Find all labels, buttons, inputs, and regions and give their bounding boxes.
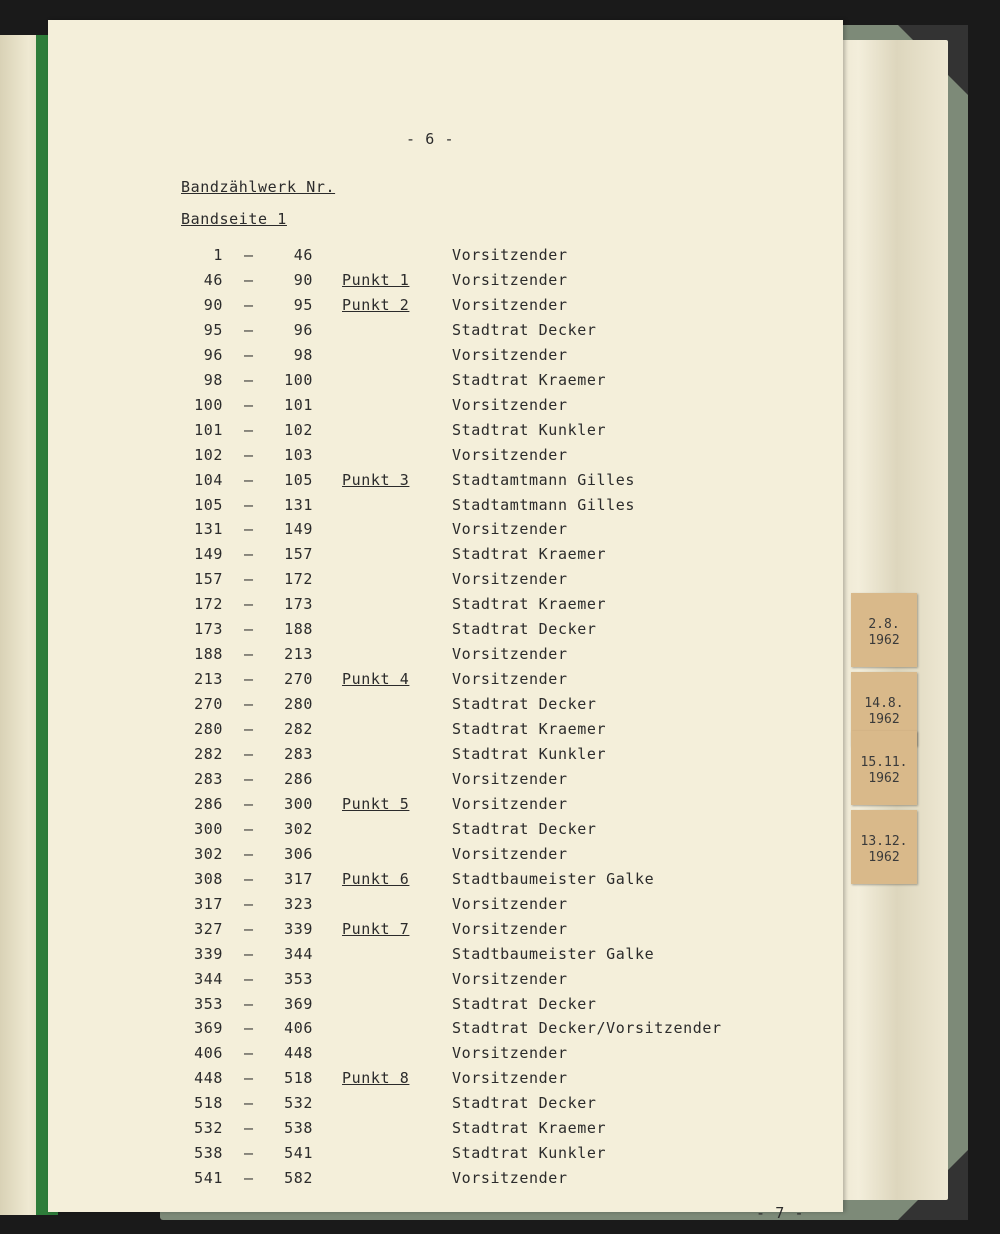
range-dash: – (244, 470, 254, 489)
agenda-item: Punkt 4 (342, 670, 410, 689)
agenda-item: Punkt 8 (342, 1069, 410, 1088)
range-dash: – (244, 894, 254, 913)
list-item (48, 296, 843, 321)
list-item (48, 371, 843, 396)
speaker-name: Stadtamtmann Gilles (452, 495, 635, 514)
list-item (48, 645, 843, 670)
range-dash: – (244, 345, 254, 364)
range-end: 406 (284, 1019, 313, 1038)
range-start: 406 (194, 1044, 223, 1063)
range-start: 339 (194, 944, 223, 963)
range-start: 90 (203, 295, 223, 314)
range-start: 286 (194, 794, 223, 813)
range-start: 96 (203, 345, 223, 364)
range-start: 149 (194, 545, 223, 564)
list-item (48, 895, 843, 920)
range-dash: – (244, 1144, 254, 1163)
range-dash: – (244, 495, 254, 514)
list-item (48, 545, 843, 570)
list-item (48, 271, 843, 296)
range-end: 353 (284, 969, 313, 988)
speaker-name: Vorsitzender (452, 844, 568, 863)
speaker-name: Vorsitzender (452, 345, 568, 364)
range-end: 103 (284, 445, 313, 464)
range-dash: – (244, 720, 254, 739)
speaker-name: Vorsitzender (452, 395, 568, 414)
range-start: 172 (194, 595, 223, 614)
range-dash: – (244, 994, 254, 1013)
range-end: 90 (293, 270, 313, 289)
list-item (48, 321, 843, 346)
range-end: 518 (284, 1069, 313, 1088)
range-dash: – (244, 246, 254, 264)
list-item (48, 670, 843, 695)
speaker-name: Stadtbaumeister Galke (452, 869, 655, 888)
range-start: 369 (194, 1019, 223, 1038)
agenda-item: Punkt 3 (342, 470, 410, 489)
list-item (48, 970, 843, 995)
list-item (48, 346, 843, 371)
range-start: 46 (203, 270, 223, 289)
range-dash: – (244, 595, 254, 614)
range-dash: – (244, 270, 254, 289)
range-end: 172 (284, 570, 313, 589)
range-end: 95 (293, 295, 313, 314)
range-end: 286 (284, 769, 313, 788)
range-dash: – (244, 1019, 254, 1038)
list-item (48, 396, 843, 421)
tab-date-line: 2.8. (868, 617, 900, 632)
range-start: 188 (194, 645, 223, 664)
range-end: 98 (293, 345, 313, 364)
list-item (48, 920, 843, 945)
speaker-name: Vorsitzender (452, 645, 568, 664)
range-end: 306 (284, 844, 313, 863)
range-dash: – (244, 570, 254, 589)
range-dash: – (244, 1169, 254, 1188)
range-end: 213 (284, 645, 313, 664)
range-start: 157 (194, 570, 223, 589)
list-item (48, 870, 843, 895)
speaker-name: Stadtrat Decker (452, 695, 597, 714)
speaker-name: Vorsitzender (452, 295, 568, 314)
range-start: 327 (194, 919, 223, 938)
speaker-name: Stadtbaumeister Galke (452, 944, 655, 963)
range-start: 283 (194, 769, 223, 788)
agenda-item: Punkt 1 (342, 270, 410, 289)
range-dash: – (244, 670, 254, 689)
range-end: 448 (284, 1044, 313, 1063)
speaker-name: Vorsitzender (452, 270, 568, 289)
range-start: 1 (213, 246, 223, 264)
speaker-name: Stadtrat Kraemer (452, 595, 607, 614)
range-end: 538 (284, 1119, 313, 1138)
speaker-name: Stadtrat Decker/Vorsitzender (452, 1019, 722, 1038)
range-start: 213 (194, 670, 223, 689)
range-start: 448 (194, 1069, 223, 1088)
speaker-name: Stadtrat Kraemer (452, 1119, 607, 1138)
speaker-name: Vorsitzender (452, 520, 568, 539)
speaker-name: Stadtrat Kraemer (452, 545, 607, 564)
list-item (48, 1094, 843, 1119)
speaker-name: Vorsitzender (452, 794, 568, 813)
speaker-name: Vorsitzender (452, 769, 568, 788)
range-dash: – (244, 620, 254, 639)
range-end: 46 (293, 246, 313, 264)
speaker-name: Stadtrat Decker (452, 994, 597, 1013)
range-end: 582 (284, 1169, 313, 1188)
range-end: 96 (293, 320, 313, 339)
range-dash: – (244, 1094, 254, 1113)
date-tab[interactable] (851, 731, 917, 805)
range-dash: – (244, 395, 254, 414)
range-end: 270 (284, 670, 313, 689)
range-start: 104 (194, 470, 223, 489)
speaker-name: Stadtrat Decker (452, 320, 597, 339)
range-dash: – (244, 794, 254, 813)
range-end: 302 (284, 819, 313, 838)
range-dash: – (244, 869, 254, 888)
range-start: 308 (194, 869, 223, 888)
range-end: 323 (284, 894, 313, 913)
tab-year-line: 1962 (868, 633, 900, 648)
range-start: 541 (194, 1169, 223, 1188)
list-item (48, 595, 843, 620)
range-end: 105 (284, 470, 313, 489)
range-start: 300 (194, 819, 223, 838)
speaker-name: Vorsitzender (452, 570, 568, 589)
heading-tape-counter: Bandzählwerk Nr. (181, 178, 336, 196)
list-item (48, 1169, 843, 1194)
range-end: 541 (284, 1144, 313, 1163)
speaker-name: Stadtrat Decker (452, 819, 597, 838)
range-dash: – (244, 695, 254, 714)
agenda-item: Punkt 5 (342, 794, 410, 813)
agenda-item: Punkt 2 (342, 295, 410, 314)
range-start: 518 (194, 1094, 223, 1113)
range-dash: – (244, 295, 254, 314)
range-dash: – (244, 645, 254, 664)
range-end: 339 (284, 919, 313, 938)
list-item (48, 446, 843, 471)
range-end: 149 (284, 520, 313, 539)
range-end: 282 (284, 720, 313, 739)
list-item (48, 820, 843, 845)
speaker-name: Stadtrat Decker (452, 1094, 597, 1113)
list-item (48, 1144, 843, 1169)
range-dash: – (244, 520, 254, 539)
heading-tape-side: Bandseite 1 (181, 210, 287, 228)
range-dash: – (244, 545, 254, 564)
speaker-name: Stadtamtmann Gilles (452, 470, 635, 489)
range-end: 283 (284, 745, 313, 763)
list-item (48, 745, 843, 770)
list-item (48, 620, 843, 645)
speaker-name: Stadtrat Kunkler (452, 745, 607, 763)
speaker-name: Stadtrat Kraemer (452, 370, 607, 389)
range-dash: – (244, 420, 254, 439)
range-dash: – (244, 944, 254, 963)
tab-date-line: 13.12. (860, 834, 908, 849)
speaker-name: Stadtrat Kunkler (452, 1144, 607, 1163)
tab-date-line: 15.11. (860, 755, 908, 770)
range-dash: – (244, 1119, 254, 1138)
tab-year-line: 1962 (868, 771, 900, 786)
list-item (48, 945, 843, 970)
range-dash: – (244, 844, 254, 863)
list-item (48, 770, 843, 795)
speaker-name: Vorsitzender (452, 1069, 568, 1088)
speaker-name: Vorsitzender (452, 246, 568, 264)
list-item (48, 995, 843, 1020)
speaker-name: Vorsitzender (452, 445, 568, 464)
range-dash: – (244, 745, 254, 763)
speaker-name: Vorsitzender (452, 1044, 568, 1063)
page-number-bottom: - 7 - (756, 1204, 805, 1222)
list-item (48, 1119, 843, 1144)
tab-year-line: 1962 (868, 712, 900, 727)
list-item (48, 246, 843, 271)
range-start: 538 (194, 1144, 223, 1163)
list-item (48, 496, 843, 521)
range-end: 131 (284, 495, 313, 514)
document-page (48, 20, 843, 1222)
list-item (48, 421, 843, 446)
range-end: 300 (284, 794, 313, 813)
range-dash: – (244, 445, 254, 464)
list-item (48, 695, 843, 720)
speaker-name: Stadtrat Kunkler (452, 420, 607, 439)
range-end: 102 (284, 420, 313, 439)
range-end: 317 (284, 869, 313, 888)
range-start: 344 (194, 969, 223, 988)
range-start: 353 (194, 994, 223, 1013)
range-end: 280 (284, 695, 313, 714)
list-item (48, 1019, 843, 1044)
range-end: 157 (284, 545, 313, 564)
range-start: 302 (194, 844, 223, 863)
list-item (48, 845, 843, 870)
range-start: 105 (194, 495, 223, 514)
range-start: 98 (203, 370, 223, 389)
speaker-name: Vorsitzender (452, 969, 568, 988)
range-end: 369 (284, 994, 313, 1013)
range-start: 173 (194, 620, 223, 639)
date-tab[interactable] (851, 593, 917, 667)
page-number-top: - 6 - (406, 130, 455, 148)
range-end: 100 (284, 370, 313, 389)
range-start: 131 (194, 520, 223, 539)
range-end: 188 (284, 620, 313, 639)
range-dash: – (244, 370, 254, 389)
range-dash: – (244, 969, 254, 988)
tab-date-line: 14.8. (864, 696, 904, 711)
range-start: 101 (194, 420, 223, 439)
range-dash: – (244, 919, 254, 938)
range-start: 102 (194, 445, 223, 464)
date-tab[interactable] (851, 810, 917, 884)
list-item (48, 720, 843, 745)
range-dash: – (244, 320, 254, 339)
range-start: 95 (203, 320, 223, 339)
agenda-item: Punkt 6 (342, 869, 410, 888)
speaker-name: Vorsitzender (452, 894, 568, 913)
range-start: 532 (194, 1119, 223, 1138)
range-dash: – (244, 1044, 254, 1063)
range-start: 100 (194, 395, 223, 414)
list-item (48, 1044, 843, 1069)
range-dash: – (244, 769, 254, 788)
tab-year-line: 1962 (868, 850, 900, 865)
range-end: 344 (284, 944, 313, 963)
range-start: 270 (194, 695, 223, 714)
speaker-name: Stadtrat Kraemer (452, 720, 607, 739)
range-end: 101 (284, 395, 313, 414)
speaker-name: Vorsitzender (452, 1169, 568, 1188)
speaker-name: Stadtrat Decker (452, 620, 597, 639)
range-start: 280 (194, 720, 223, 739)
range-start: 282 (194, 745, 223, 763)
range-end: 173 (284, 595, 313, 614)
list-item (48, 1069, 843, 1094)
range-start: 317 (194, 894, 223, 913)
speaker-name: Vorsitzender (452, 919, 568, 938)
speaker-name: Vorsitzender (452, 670, 568, 689)
list-item (48, 471, 843, 496)
range-end: 532 (284, 1094, 313, 1113)
list-item (48, 795, 843, 820)
list-item (48, 520, 843, 545)
agenda-item: Punkt 7 (342, 919, 410, 938)
range-dash: – (244, 819, 254, 838)
list-item (48, 570, 843, 595)
range-dash: – (244, 1069, 254, 1088)
